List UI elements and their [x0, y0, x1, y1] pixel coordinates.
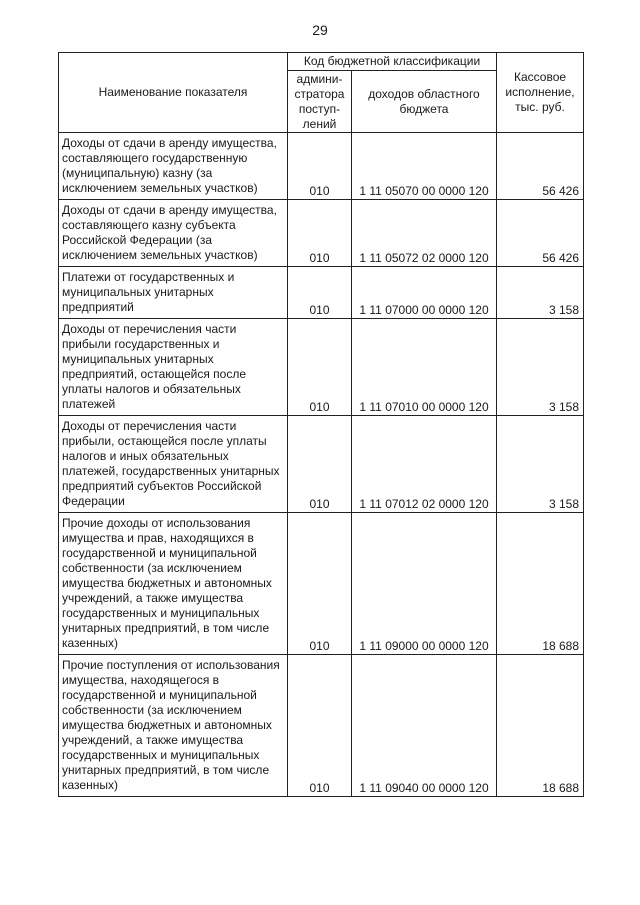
indicator-name-cell: Доходы от перечисления части прибыли государственных и муниципальных унитарных предприятий, остающейся после уплаты налогов и обязательных платежей: [59, 319, 288, 416]
revenue-code-cell: 1 11 05070 00 0000 120: [352, 133, 497, 200]
cash-execution-cell: 18 688: [497, 513, 584, 655]
table-row: [59, 267, 584, 319]
revenue-code-cell: 1 11 07000 00 0000 120: [352, 267, 497, 319]
cash-execution-cell: 3 158: [497, 267, 584, 319]
table-row: [59, 655, 584, 797]
revenue-code-cell: 1 11 07010 00 0000 120: [352, 319, 497, 416]
indicator-name-cell: Доходы от перечисления части прибыли, остающейся после уплаты налогов и иных обязательных платежей, государственных унитарных предприятий субъектов Российской Федерации: [59, 416, 288, 513]
table-body: [59, 133, 584, 797]
header-revenue-code: доходов областного бюджета: [352, 71, 497, 133]
table-row: [59, 133, 584, 200]
table-row: [59, 319, 584, 416]
indicator-name-cell: Прочие доходы от использования имущества и прав, находящихся в государственной и муниципальной собственности (за исключением имущества бюджетных и автономных учреждений, а также имущества государственных и муниципальных унитарных предприятий, в том числе казенных): [59, 513, 288, 655]
administrator-code-cell: 010: [288, 267, 352, 319]
administrator-code-cell: 010: [288, 416, 352, 513]
page-number: 29: [312, 22, 328, 38]
administrator-code-cell: 010: [288, 655, 352, 797]
indicator-name-cell: Прочие поступления от использования имущества, находящегося в государственной и муниципальной собственности (за исключением имущества бюджетных и автономных учреждений, а также имущества государственных и муниципальных унитарных предприятий, в том числе казенных): [59, 655, 288, 797]
cash-execution-cell: 3 158: [497, 416, 584, 513]
table-row: [59, 416, 584, 513]
cash-execution-cell: 56 426: [497, 133, 584, 200]
header-cash-execution: Кассовое исполнение, тыс. руб.: [497, 53, 584, 133]
header-administrator: админи-стратора поступ-лений: [288, 71, 352, 133]
indicator-name-cell: Доходы от сдачи в аренду имущества, составляющего государственную (муниципальную) казну (за исключением земельных участков): [59, 133, 288, 200]
cash-execution-cell: 3 158: [497, 319, 584, 416]
indicator-name-cell: Доходы от сдачи в аренду имущества, составляющего казну субъекта Российской Федерации (за исключением земельных участков): [59, 200, 288, 267]
table-row: [59, 513, 584, 655]
revenue-code-cell: 1 11 05072 02 0000 120: [352, 200, 497, 267]
budget-revenue-table: [58, 52, 584, 797]
administrator-code-cell: 010: [288, 513, 352, 655]
cash-execution-cell: 56 426: [497, 200, 584, 267]
administrator-code-cell: 010: [288, 133, 352, 200]
revenue-code-cell: 1 11 07012 02 0000 120: [352, 416, 497, 513]
cash-execution-cell: 18 688: [497, 655, 584, 797]
revenue-code-cell: 1 11 09000 00 0000 120: [352, 513, 497, 655]
indicator-name-cell: Платежи от государственных и муниципальных унитарных предприятий: [59, 267, 288, 319]
header-classification-code: Код бюджетной классификации: [288, 53, 497, 71]
administrator-code-cell: 010: [288, 200, 352, 267]
header-indicator-name: Наименование показателя: [59, 53, 288, 133]
table-row: [59, 200, 584, 267]
administrator-code-cell: 010: [288, 319, 352, 416]
revenue-code-cell: 1 11 09040 00 0000 120: [352, 655, 497, 797]
